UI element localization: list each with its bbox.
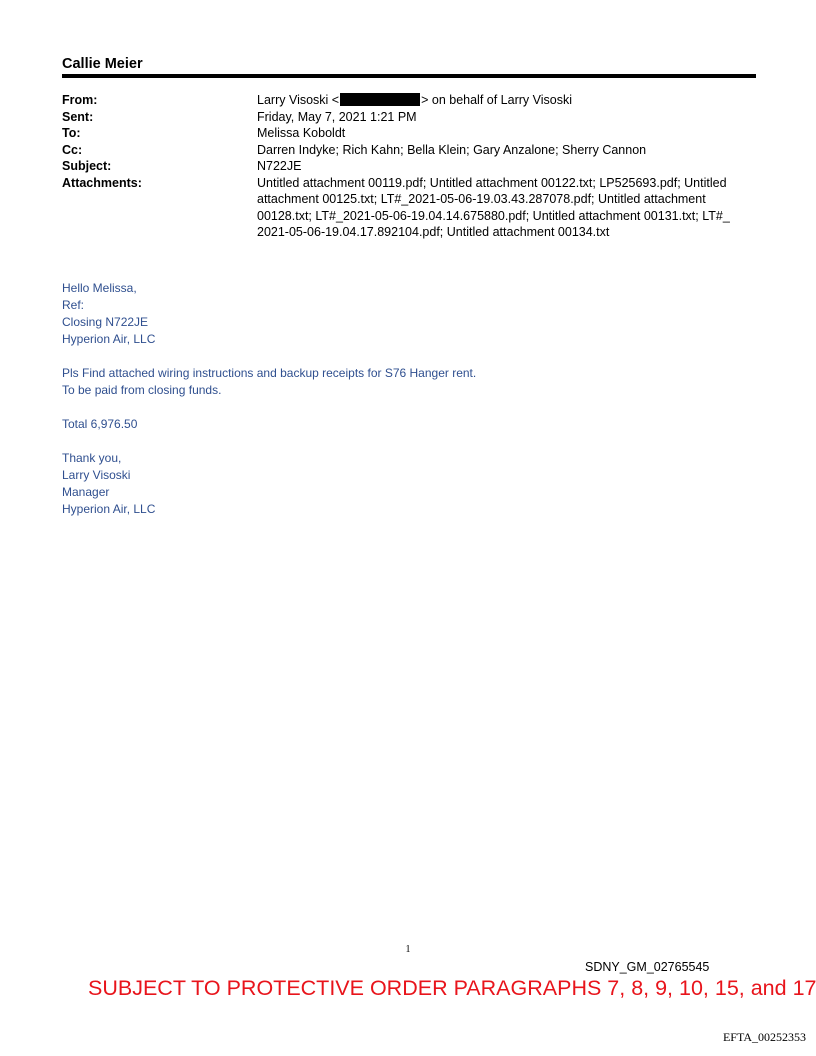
email-header [62,92,762,241]
greeting-block [62,280,662,348]
attachments-row [62,175,762,241]
ref-line: Hyperion Air, LLC [62,332,156,346]
cc-value: Darren Indyke; Rich Kahn; Bella Klein; Gary Anzalone; Sherry Cannon [257,142,647,157]
cc-row [62,142,762,159]
mailbox-owner-name: Callie Meier [62,56,143,72]
cc-label: Cc: [62,142,83,157]
email-body [62,280,662,535]
subject-row [62,158,762,175]
attachments-value: Untitled attachment 00119.pdf; Untitled attachment 00122.txt; LP525693.pdf; Untitled attachment 00125.txt; LT#_2021-05-06-19.03.43.287078.pdf; Untitled attachment 00128.txt; LT#_2021-05-06-19.04.14.675880.pdf; Untitled attachment 00131.txt; LT#_ 2021-05-06-19.04.17.892104.pdf; Untitled attachment 00134.txt [257,175,730,239]
subject-label: Subject: [62,159,112,173]
instructions-line: To be paid from closing funds. [62,383,222,397]
ref-line: Closing N722JE [62,315,149,329]
protective-order-notice: SUBJECT TO PROTECTIVE ORDER PARAGRAPHS 7, 8, 9, 10, 15, and 17 [88,976,816,1000]
page-number: 1 [405,944,411,955]
from-value [257,92,737,109]
signature-title: Manager [62,485,110,499]
closing: Thank you, [62,451,122,465]
signature-company: Hyperion Air, LLC [62,502,156,516]
to-label: To: [62,126,81,140]
instructions-paragraph [62,365,662,399]
ref-label: Ref: [62,298,85,312]
efta-id: EFTA_00252353 [722,1030,806,1044]
from-suffix: > on behalf of Larry Visoski [421,93,572,107]
instructions-line: Pls Find attached wiring instructions and backup receipts for S76 Hanger rent. [62,366,477,380]
bates-number: SDNY_GM_02765545 [585,960,710,974]
sent-row [62,109,762,126]
attachments-label: Attachments: [62,175,142,190]
from-label: From: [62,93,98,107]
from-row [62,92,762,109]
header-rule [62,74,756,78]
signature-block [62,450,662,518]
to-row [62,125,762,142]
redaction-box [340,93,420,106]
greeting: Hello Melissa, [62,281,137,295]
sent-value: Friday, May 7, 2021 1:21 PM [257,109,417,124]
sent-label: Sent: [62,109,94,124]
to-value: Melissa Koboldt [257,126,346,140]
total-paragraph [62,416,662,433]
from-name: Larry Visoski < [257,93,340,107]
signature-name: Larry Visoski [62,468,131,482]
total-amount: Total 6,976.50 [62,417,138,431]
subject-value: N722JE [257,159,302,173]
